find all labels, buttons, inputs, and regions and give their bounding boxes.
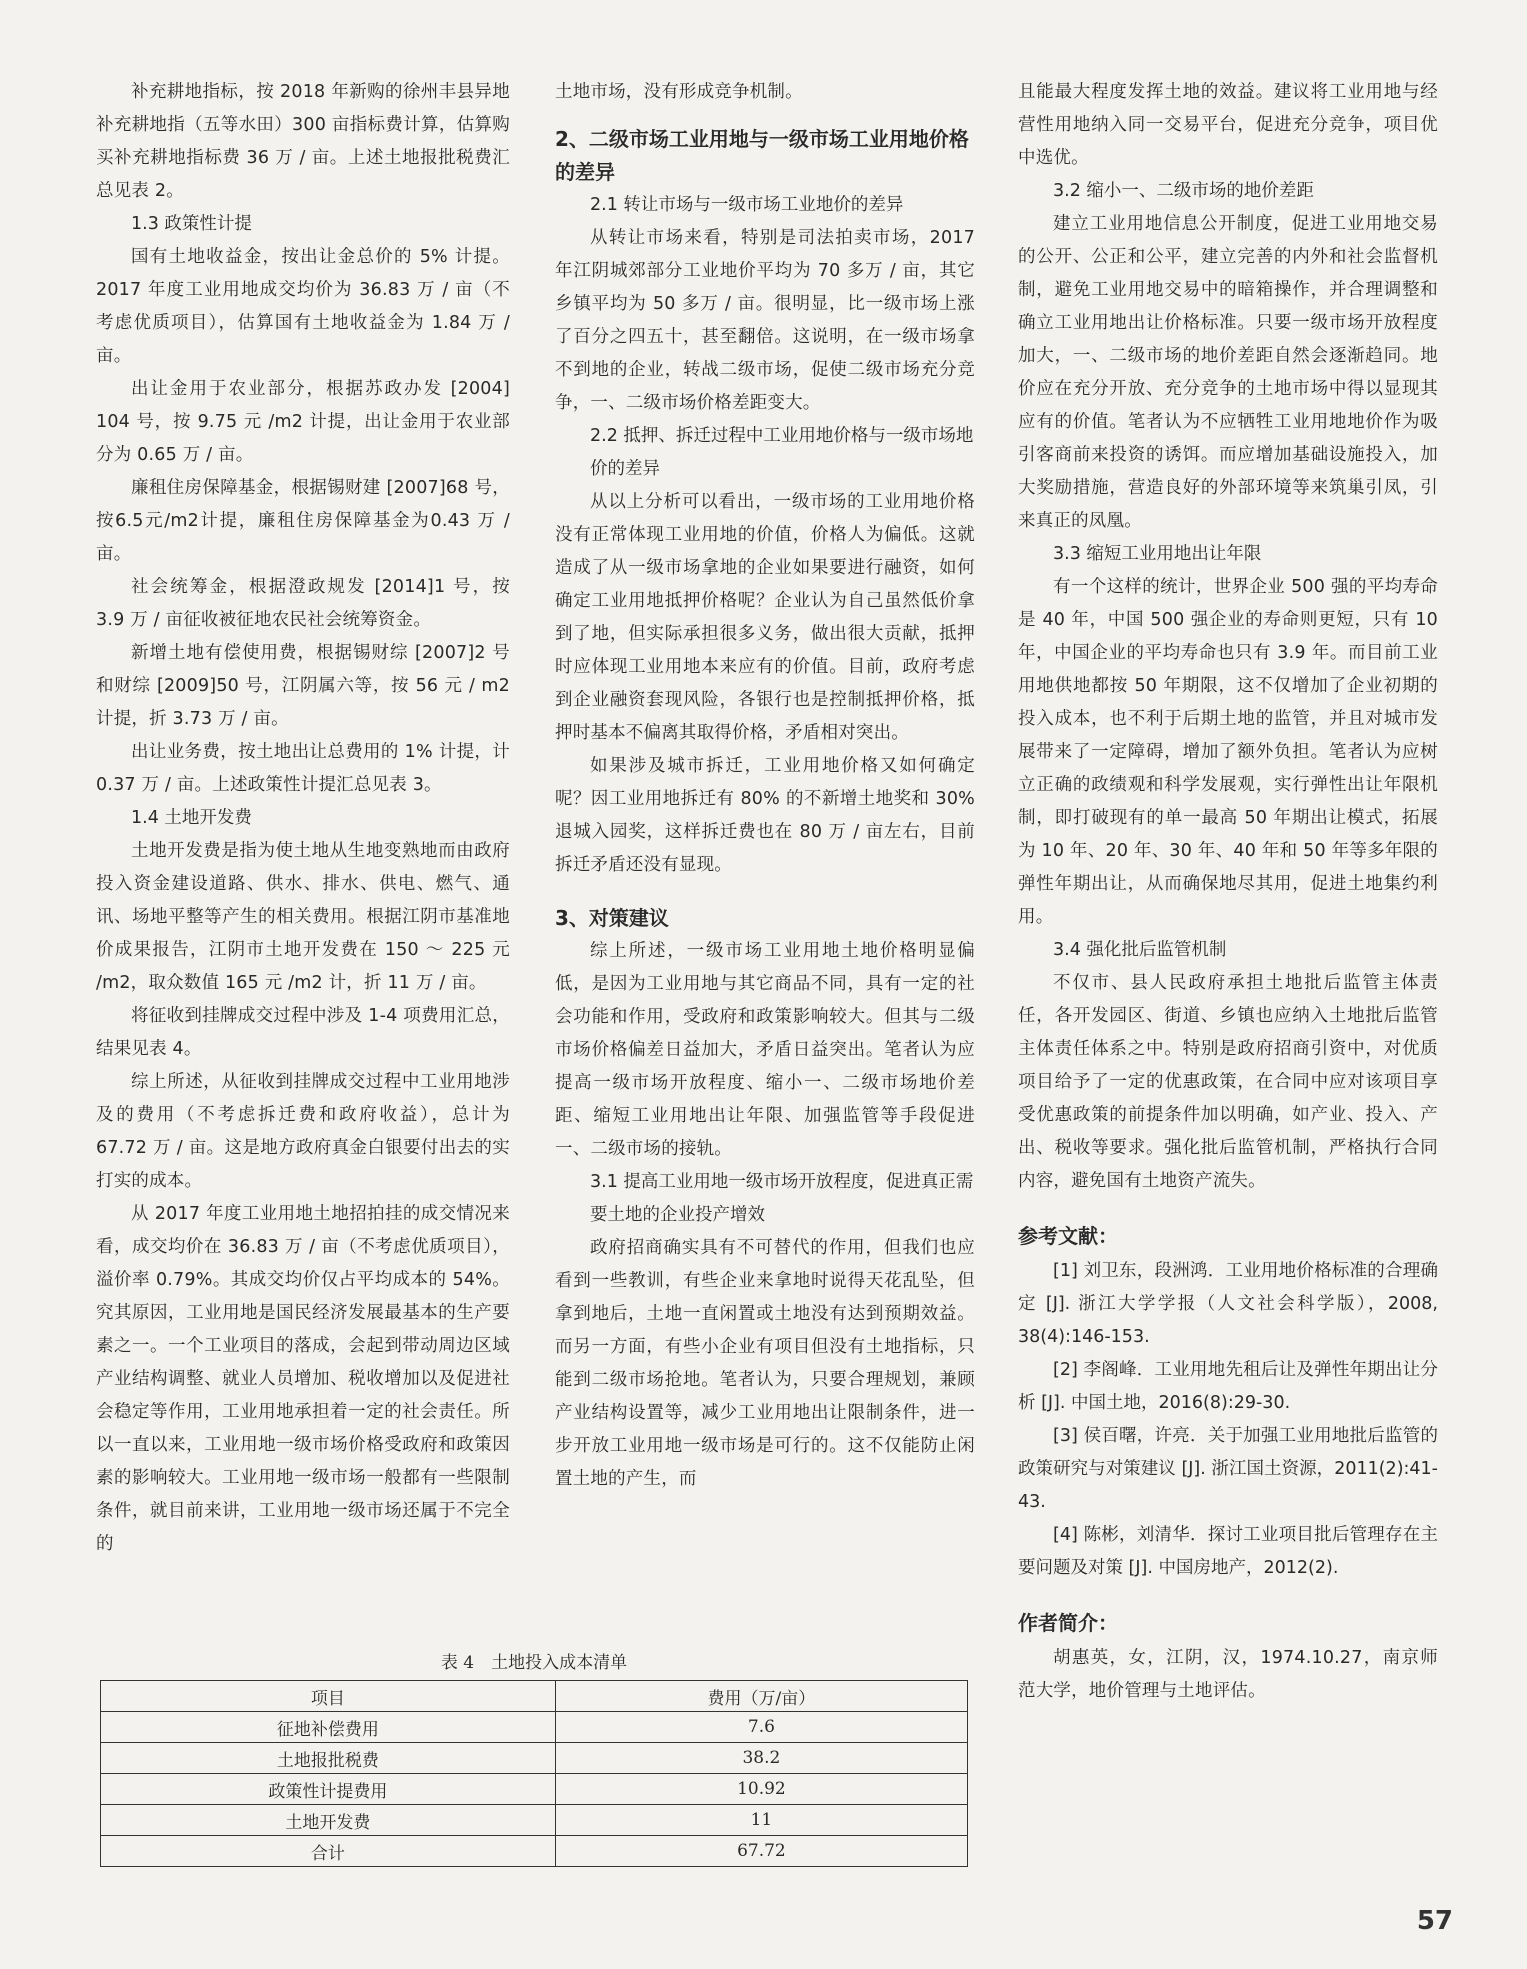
subsection-heading: 1.3 政策性计提	[131, 214, 252, 234]
table-cell: 7.6	[555, 1712, 967, 1743]
paragraph: 胡惠英，女，江阴，汉，1974.10.27，南京师范大学，地价管理与土地评估。	[1018, 1648, 1438, 1701]
paragraph: 廉租住房保障基金，根据锡财建 [2007]68 号，按6.5元/m2计提，廉租住房保障基金为0.43 万 / 亩。	[96, 478, 510, 564]
reference-item: [2] 李阁峰．工业用地先租后让及弹性年期出让分析 [J]. 中国土地，2016(8):29-30.	[1018, 1360, 1438, 1413]
table-cell: 11	[555, 1805, 967, 1836]
paragraph: 从 2017 年度工业用地土地招拍挂的成交情况来看，成交均价在 36.83 万 / 亩（不考虑优质项目），溢价率 0.79%。其成交均价仅占平均成本的 54%。究其原因，工业用地是国民经济发展最基本的生产要素之一。一个工业项目的落成，会起到带动周边区域产业结构调整、就业人员增加、税收增加以及促进社会稳定等作用，工业用地承担着一定的社会责任。所以一直以来，工业用地一级市场价格受政府和政策因素的影响较大。工业用地一级市场一般都有一些限制条件，就目前来讲，工业用地一级市场还属于不完全的	[96, 1204, 510, 1554]
subsection-heading: 2.1 转让市场与一级市场工业地价的差异	[590, 195, 904, 215]
paragraph: 如果涉及城市拆迁，工业用地价格又如何确定呢？因工业用地拆迁有 80% 的不新增土地奖和 30% 退城入园奖，这样拆迁费也在 80 万 / 亩左右，目前拆迁矛盾还没有显现。	[555, 756, 975, 875]
paragraph: 出让业务费，按土地出让总费用的 1% 计提，计 0.37 万 / 亩。上述政策性计提汇总见表 3。	[96, 742, 510, 795]
subsection-heading: 3.1 提高工业用地一级市场开放程度，促进真正需要土地的企业投产增效	[590, 1172, 974, 1225]
paragraph: 从以上分析可以看出，一级市场的工业用地价格没有正常体现工业用地的价值，价格人为偏低。这就造成了从一级市场拿地的企业如果要进行融资，如何确定工业用地抵押价格呢？企业认为自己虽然低价拿到了地，但实际承担很多义务，做出很大贡献，抵押时应体现工业用地本来应有的价值。目前，政府考虑到企业融资套现风险，各银行也是控制抵押价格，抵押时基本不偏离其取得价格，矛盾相对突出。	[555, 492, 975, 743]
paragraph: 土地开发费是指为使土地从生地变熟地而由政府投入资金建设道路、供水、排水、供电、燃气、通讯、场地平整等产生的相关费用。根据江阴市基准地价成果报告，江阴市土地开发费在 150 ～ 225 元 /m2，取众数值 165 元 /m2 计，折 11 万 / 亩。	[96, 841, 510, 993]
section-heading: 2、二级市场工业用地与一级市场工业用地价格的差异	[555, 127, 969, 184]
reference-item: [4] 陈彬，刘清华．探讨工业项目批后管理存在主要问题及对策 [J]. 中国房地产，2012(2).	[1018, 1525, 1438, 1578]
paragraph: 综上所述，一级市场工业用地土地价格明显偏低，是因为工业用地与其它商品不同，具有一定的社会功能和作用，受政府和政策影响较大。但其与二级市场价格偏差日益加大，矛盾日益突出。笔者认为应提高一级市场开放程度、缩小一、二级市场地价差距、缩短工业用地出让年限、加强监管等手段促进一、二级市场的接轨。	[555, 941, 975, 1159]
section-heading: 作者简介：	[1018, 1611, 1118, 1635]
paragraph: 有一个这样的统计，世界企业 500 强的平均寿命是 40 年，中国 500 强企业的寿命则更短，只有 10 年，中国企业的平均寿命也只有 3.9 年。而目前工业用地供地都按 50 年期限，这不仅增加了企业初期的投入成本，也不利于后期土地的监管，并且对城市发展带来了一定障碍，增加了额外负担。笔者认为应树立正确的政绩观和科学发展观，实行弹性出让年限机制，即打破现有的单一最高 50 年期出让模式，拓展为 10 年、20 年、30 年、40 年和 50 年等多年限的弹性年期出让，从而确保地尽其用，促进土地集约利用。	[1018, 577, 1438, 927]
column-1	[96, 76, 510, 1561]
paragraph: 从转让市场来看，特别是司法拍卖市场，2017 年江阴城郊部分工业地价平均为 70 多万 / 亩，其它乡镇平均为 50 多万 / 亩。很明显，比一级市场上涨了百分之四五十，甚至翻倍。这说明，在一级市场拿不到地的企业，转战二级市场，促使二级市场充分竞争，一、二级市场价格差距变大。	[555, 228, 975, 413]
table-row	[101, 1712, 968, 1743]
table-cell: 合计	[101, 1836, 556, 1867]
paragraph: 新增土地有偿使用费，根据锡财综 [2007]2 号和财综 [2009]50 号，江阴属六等，按 56 元 / m2 计提，折 3.73 万 / 亩。	[96, 643, 510, 729]
table-cell: 38.2	[555, 1743, 967, 1774]
paragraph: 将征收到挂牌成交过程中涉及 1-4 项费用汇总，结果见表 4。	[96, 1006, 510, 1059]
table-row	[101, 1836, 968, 1867]
table-cell: 67.72	[555, 1836, 967, 1867]
table-row	[101, 1774, 968, 1805]
paragraph: 且能最大程度发挥土地的效益。建议将工业用地与经营性用地纳入同一交易平台，促进充分竞争，项目优中选优。	[1018, 82, 1438, 168]
subsection-heading: 3.3 缩短工业用地出让年限	[1053, 544, 1262, 564]
paragraph: 社会统筹金，根据澄政规发 [2014]1 号，按 3.9 万 / 亩征收被征地农民社会统筹资金。	[96, 577, 510, 630]
table-header-row	[101, 1681, 968, 1712]
reference-item: [3] 侯百曙，许亮．关于加强工业用地批后监管的政策研究与对策建议 [J]. 浙江国土资源，2011(2):41-43.	[1018, 1426, 1438, 1512]
reference-item: [1] 刘卫东，段洲鸿．工业用地价格标准的合理确定 [J]. 浙江大学学报（人文社会科学版），2008, 38(4):146-153.	[1018, 1261, 1438, 1347]
subsection-heading: 2.2 抵押、拆迁过程中工业用地价格与一级市场地价的差异	[590, 426, 974, 479]
column-2	[555, 76, 975, 1496]
paragraph: 综上所述，从征收到挂牌成交过程中工业用地涉及的费用（不考虑拆迁费和政府收益），总计为 67.72 万 / 亩。这是地方政府真金白银要付出去的实打实的成本。	[96, 1072, 510, 1191]
subsection-heading: 1.4 土地开发费	[131, 808, 252, 828]
table-cell: 征地补偿费用	[101, 1712, 556, 1743]
table-cell: 土地开发费	[101, 1805, 556, 1836]
cost-table	[100, 1680, 968, 1867]
paragraph: 土地市场，没有形成竞争机制。	[555, 82, 803, 102]
subsection-heading: 3.2 缩小一、二级市场的地价差距	[1053, 181, 1314, 201]
paragraph: 建立工业用地信息公开制度，促进工业用地交易的公开、公正和公平，建立完善的内外和社会监督机制，避免工业用地交易中的暗箱操作，并合理调整和确立工业用地出让价格标准。只要一级市场开放程度加大，一、二级市场的地价差距自然会逐渐趋同。地价应在充分开放、充分竞争的土地市场中得以显现其应有的价值。笔者认为不应牺牲工业用地地价作为吸引客商前来投资的诱饵。而应增加基础设施投入，加大奖励措施，营造良好的外部环境等来筑巢引凤，引来真正的凤凰。	[1018, 214, 1438, 531]
paragraph: 出让金用于农业部分，根据苏政办发 [2004] 104 号，按 9.75 元 /m2 计提，出让金用于农业部分为 0.65 万 / 亩。	[96, 379, 510, 465]
column-3	[1018, 76, 1438, 1708]
section-heading: 参考文献：	[1018, 1224, 1118, 1248]
table-cell: 土地报批税费	[101, 1743, 556, 1774]
table-caption: 表 4 土地投入成本清单	[440, 1653, 628, 1673]
section-heading: 3、对策建议	[555, 906, 669, 930]
table-row	[101, 1805, 968, 1836]
paragraph: 不仅市、县人民政府承担土地批后监管主体责任，各开发园区、街道、乡镇也应纳入土地批后监管主体责任体系之中。特别是政府招商引资中，对优质项目给予了一定的优惠政策，在合同中应对该项目享受优惠政策的前提条件加以明确，如产业、投入、产出、税收等要求。强化批后监管机制，严格执行合同内容，避免国有土地资产流失。	[1018, 973, 1438, 1191]
paragraph: 国有土地收益金，按出让金总价的 5% 计提。2017 年度工业用地成交均价为 36.83 万 / 亩（不考虑优质项目），估算国有土地收益金为 1.84 万 / 亩。	[96, 247, 510, 366]
paragraph: 补充耕地指标，按 2018 年新购的徐州丰县异地补充耕地指（五等水田）300 亩指标费计算，估算购买补充耕地指标费 36 万 / 亩。上述土地报批税费汇总见表 2。	[96, 82, 510, 201]
paragraph: 政府招商确实具有不可替代的作用，但我们也应看到一些教训，有些企业来拿地时说得天花乱坠，但拿到地后，土地一直闲置或土地没有达到预期效益。而另一方面，有些小企业有项目但没有土地指标，只能到二级市场抢地。笔者认为，只要合理规划，兼顾产业结构设置等，减少工业用地出让限制条件，进一步开放工业用地一级市场是可行的。这不仅能防止闲置土地的产生，而	[555, 1238, 975, 1489]
table-cell: 政策性计提费用	[101, 1774, 556, 1805]
table-row	[101, 1743, 968, 1774]
table-header-item: 项目	[101, 1681, 556, 1712]
subsection-heading: 3.4 强化批后监管机制	[1053, 940, 1227, 960]
table-header-cost: 费用（万/亩）	[555, 1681, 967, 1712]
table-cell: 10.92	[555, 1774, 967, 1805]
page-number: 57	[1416, 1906, 1453, 1936]
cost-table-block	[100, 1650, 968, 1867]
